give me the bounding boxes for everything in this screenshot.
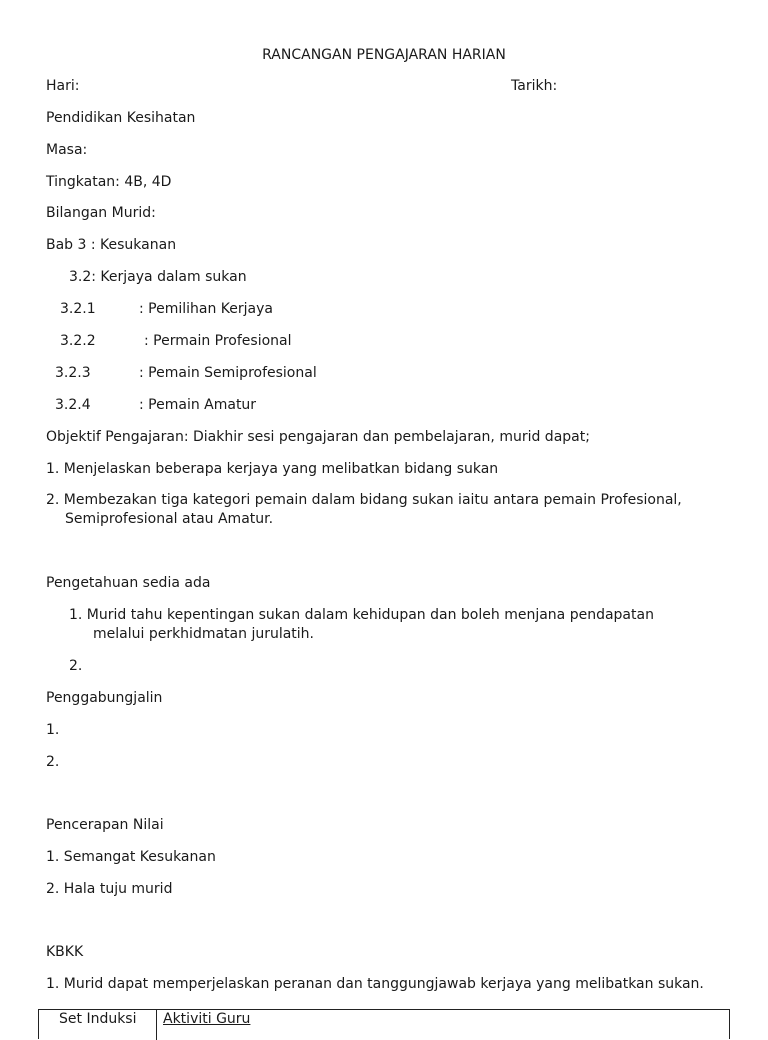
pengetahuan-item: 1. Murid tahu kepentingan sukan dalam kehidupan dan boleh menjana pendapatan bbox=[69, 607, 654, 623]
item-number: 3.2.4 bbox=[55, 397, 91, 413]
sub-topic: 3.2: Kerjaya dalam sukan bbox=[69, 269, 247, 285]
item-text: : Permain Profesional bbox=[144, 333, 292, 349]
table-cell-aktiviti-guru: Aktiviti Guru bbox=[163, 1011, 251, 1027]
item-number: 3.2.2 bbox=[60, 333, 96, 349]
pencerapan-heading: Pencerapan Nilai bbox=[46, 817, 164, 833]
nilai-item: 2. Hala tuju murid bbox=[46, 881, 173, 897]
bab-heading: Bab 3 : Kesukanan bbox=[46, 237, 177, 253]
pengetahuan-item: 2. bbox=[69, 658, 83, 674]
item-text: : Pemain Semiprofesional bbox=[139, 365, 317, 381]
subject-line: Pendidikan Kesihatan bbox=[46, 110, 196, 126]
page-title: RANCANGAN PENGAJARAN HARIAN bbox=[262, 47, 506, 63]
pengetahuan-heading: Pengetahuan sedia ada bbox=[46, 575, 211, 591]
penggabung-item: 1. bbox=[46, 722, 60, 738]
objektif-item: 1. Menjelaskan beberapa kerjaya yang melibatkan bidang sukan bbox=[46, 461, 499, 477]
item-text: : Pemain Amatur bbox=[139, 397, 257, 413]
item-text: : Pemilihan Kerjaya bbox=[139, 301, 273, 317]
objektif-heading: Objektif Pengajaran: Diakhir sesi pengajaran dan pembelajaran, murid dapat; bbox=[46, 429, 590, 445]
table-cell-set-induksi: Set Induksi bbox=[59, 1011, 137, 1027]
bilangan-label: Bilangan Murid: bbox=[46, 205, 156, 221]
table-divider bbox=[156, 1010, 157, 1040]
tingkatan-line: Tingkatan: 4B, 4D bbox=[46, 174, 172, 190]
tarikh-label: Tarikh: bbox=[511, 78, 558, 94]
lesson-table bbox=[38, 1009, 730, 1039]
penggabung-item: 2. bbox=[46, 754, 60, 770]
item-number: 3.2.3 bbox=[55, 365, 91, 381]
objektif-item: 2. Membezakan tiga kategori pemain dalam bidang sukan iaitu antara pemain Profesional, bbox=[46, 492, 682, 508]
kbkk-heading: KBKK bbox=[46, 944, 84, 960]
kbkk-item: 1. Murid dapat memperjelaskan peranan dan tanggungjawab kerjaya yang melibatkan sukan. bbox=[46, 976, 704, 992]
pengetahuan-item-continued: melalui perkhidmatan jurulatih. bbox=[93, 626, 315, 642]
masa-label: Masa: bbox=[46, 142, 88, 158]
objektif-item-continued: Semiprofesional atau Amatur. bbox=[65, 511, 274, 527]
hari-label: Hari: bbox=[46, 78, 80, 94]
nilai-item: 1. Semangat Kesukanan bbox=[46, 849, 216, 865]
penggabung-heading: Penggabungjalin bbox=[46, 690, 163, 706]
item-number: 3.2.1 bbox=[60, 301, 96, 317]
